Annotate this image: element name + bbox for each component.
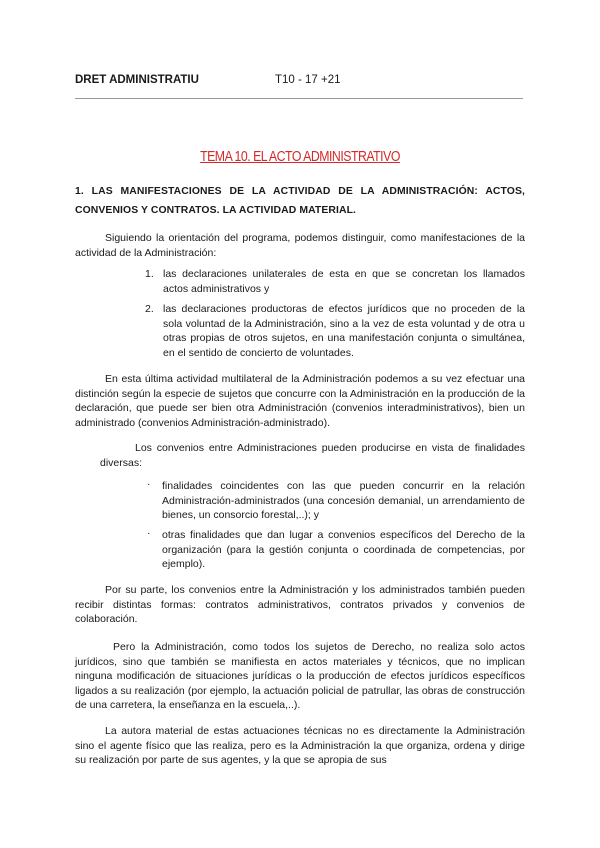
paragraph-text: Pero la Administración, como todos los sujetos de Derecho, no realiza solo actos jurídicos, sino que también se manifiesta en actos materiales y técnicos, que no implican ninguna modificación de situaciones jurídicas o la producción de efectos jurídicos específicos ligados a su realización (por ejemplo, la actuación policial de patrullar, las obras de construcción de una carretera, la enseñanza en la escuela,..). <box>75 641 525 712</box>
bullet: · <box>147 478 151 490</box>
list-item-text: las declaraciones unilaterales de esta en que se concretan los llamados actos administrativos y <box>163 268 525 295</box>
paragraph-text: Siguiendo la orientación del programa, podemos distinguir, como manifestaciones de la actividad de la Administración: <box>75 232 525 259</box>
paragraph <box>75 640 525 713</box>
paragraph-text: La autora material de estas actuaciones técnicas no es directamente la Administración sino el agente físico que las realiza, pero es la Administración la que organiza, ordena y dirige su realización por parte de sus agentes, y la que se apropia de sus <box>75 725 525 767</box>
list-item-text: finalidades coincidentes con las que pueden concurrir en la relación Administración-administrados (una concesión demanial, un arrendamiento de bienes, un consorcio forestal,..); y <box>162 480 525 522</box>
list-item-text: las declaraciones productoras de efectos jurídicos que no proceden de la sola voluntad de la Administración, sino a la vez de esta voluntad y de otra u otras propias de otros sujetos, en una manifestación conjunta o simultánea, en el sentido de concierto de voluntades. <box>163 303 525 359</box>
list-item-text: otras finalidades que dan lugar a convenios específicos del Derecho de la organización (para la gestión conjunta o coordinada de competencias, por ejemplo). <box>162 529 525 571</box>
list-item <box>145 267 525 296</box>
paragraph <box>75 583 525 627</box>
list-item <box>147 478 525 523</box>
paragraph <box>100 441 525 470</box>
topic-title: TEMA 10. EL ACTO ADMINISTRATIVO <box>200 148 400 165</box>
list-number: 1. <box>145 268 154 280</box>
topic-code: T10 - 17 +21 <box>275 74 341 86</box>
paragraph <box>75 231 525 260</box>
course-title: DRET ADMINISTRATIU <box>75 74 199 86</box>
list-item <box>147 527 525 572</box>
bullet: · <box>147 527 151 539</box>
paragraph-text: Por su parte, los convenios entre la Administración y los administrados también pueden recibir distintas formas: contratos administrativos, contratos privados y convenios de colaboración. <box>75 584 525 626</box>
list-number: 2. <box>145 303 154 315</box>
paragraph-text: En esta última actividad multilateral de la Administración podemos a su vez efectuar una distinción según la especie de sujetos que concurre con la Administración en la producción de la declaración, que puede ser bien otra Administración (convenios interadministrativos), bien un administrado (convenios Administración-administrado). <box>75 373 525 429</box>
paragraph <box>75 724 525 768</box>
section-heading: 1. LAS MANIFESTACIONES DE LA ACTIVIDAD DE LA ADMINISTRACIÓN: ACTOS, CONVENIOS Y CONTRATOS. LA ACTIVIDAD MATERIAL. <box>75 186 525 216</box>
paragraph <box>75 372 525 430</box>
list-item <box>145 302 525 360</box>
header-divider <box>75 98 523 99</box>
paragraph-text: Los convenios entre Administraciones pueden producirse en vista de finalidades diversas: <box>100 442 525 469</box>
